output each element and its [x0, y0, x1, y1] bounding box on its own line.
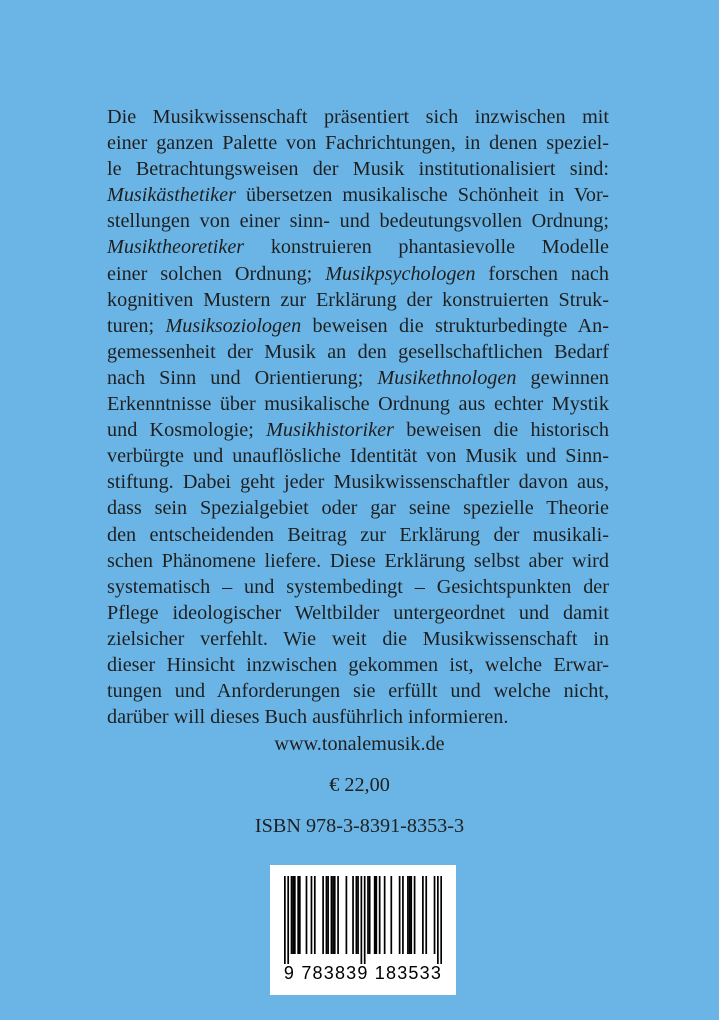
barcode-bar: [369, 876, 371, 954]
blurb-text: verbürgte und unauflösliche Identität von Musik und Sinn-: [107, 445, 609, 468]
blurb-line: [107, 261, 609, 287]
barcode-bar: [292, 876, 294, 954]
blurb-text: und Kosmologie;: [107, 419, 267, 442]
blurb-text: stiftung. Dabei geht jeder Musikwissenschaftler davon aus,: [107, 471, 609, 494]
barcode-bar: [284, 876, 286, 964]
blurb-text: tungen und Anforderungen sie erfüllt und welche nicht,: [107, 680, 609, 703]
isbn-barcode: [270, 865, 456, 995]
blurb-text: Die Musikwissenschaft präsentiert sich inzwischen mit: [107, 106, 609, 128]
barcode-bar: [437, 876, 439, 964]
barcode-bar: [346, 876, 348, 954]
barcode-bar: [409, 876, 411, 954]
blurb-text: kognitiven Mustern zur Erklärung der konstruierten Struk-: [107, 288, 609, 311]
blurb-line: [107, 704, 609, 730]
blurb-text: beweisen die strukturbedingte An-: [301, 314, 610, 337]
blurb-text: le Betrachtungsweisen der Musik institutionalisiert sind:: [107, 158, 609, 181]
barcode-bar: [314, 876, 316, 954]
barcode-bar: [399, 876, 401, 954]
blurb-line: [107, 574, 609, 600]
barcode-bar: [299, 876, 301, 954]
blurb-line: [107, 652, 609, 678]
blurb-italic-term: Musikhistoriker: [266, 419, 394, 442]
barcode-bar: [367, 876, 369, 954]
isbn-label: ISBN 978-3-8391-8353-3: [254, 815, 465, 837]
barcode-bar: [414, 876, 416, 954]
blurb-line: [107, 417, 609, 443]
barcode-bar: [375, 876, 377, 954]
blurb-text: konstruieren phantasievolle Modelle: [244, 236, 609, 259]
website-url: www.tonalemusik.de: [274, 733, 445, 755]
blurb-line: [107, 313, 609, 339]
blurb-text: einer ganzen Palette von Fachrichtungen, in denen speziel-: [107, 132, 609, 155]
blurb-line: [107, 130, 609, 156]
blurb-line: [107, 208, 609, 234]
barcode-bar: [291, 876, 293, 954]
blurb-line: [107, 678, 609, 704]
barcode-bar: [331, 876, 333, 954]
price-label: € 22,00: [329, 774, 390, 796]
blurb-line: [107, 495, 609, 521]
barcode-bar: [322, 876, 324, 954]
blurb-italic-term: Musiktheoretiker: [107, 236, 245, 259]
barcode-bar: [425, 876, 427, 954]
blurb-text: schen Phänomene liefere. Diese Erklärung selbst aber wird: [107, 549, 609, 572]
blurb-text: gewinnen: [516, 366, 609, 389]
blurb-text: nach Sinn und Orientierung;: [107, 366, 378, 389]
blurb-text: stellungen von einer sinn- und bedeutungsvollen Ordnung;: [107, 210, 609, 233]
blurb-text: dieser Hinsicht inzwischen gekommen ist, welche Erwar-: [107, 653, 609, 676]
blurb-line: [107, 626, 609, 652]
blurb-text: einer solchen Ordnung;: [107, 262, 326, 285]
barcode-bar: [337, 876, 339, 954]
barcode-bar: [352, 876, 354, 954]
barcode-bar: [357, 876, 359, 954]
barcode-bar: [364, 876, 366, 964]
barcode-bar: [287, 876, 289, 964]
barcode-bar: [379, 876, 381, 954]
blurb-line: [107, 287, 609, 313]
blurb-text: turen;: [107, 314, 166, 337]
blurb-text: übersetzen musikalische Schönheit in Vor-: [235, 184, 609, 207]
blurb-text: Pflege ideologischer Weltbilder untergeordnet und damit: [107, 601, 609, 624]
blurb-italic-term: Musikethnologen: [377, 366, 517, 389]
barcode-bar: [407, 876, 409, 954]
blurb-line: [107, 600, 609, 626]
blurb-italic-term: Musikpsychologen: [325, 262, 476, 285]
barcode-bar: [356, 876, 358, 954]
blurb-line: [107, 104, 609, 130]
blurb-text: systematisch – und systembedingt – Gesichtspunkten der: [107, 575, 609, 598]
blurb-text: gemessenheit der Musik an den gesellschaftlichen Bedarf: [107, 340, 609, 363]
barcode-bars: [284, 876, 442, 964]
blurb-text: Erkenntnisse über musikalische Ordnung aus echter Mystik: [107, 393, 609, 416]
barcode-bar: [422, 876, 424, 954]
barcode-bar: [402, 876, 404, 954]
barcode-bar: [384, 876, 386, 954]
blurb-line: [107, 522, 609, 548]
barcode-bar: [390, 876, 392, 954]
barcode-bar: [327, 876, 329, 954]
barcode-bar: [334, 876, 336, 954]
blurb-line: [107, 469, 609, 495]
blurb-line: [107, 182, 609, 208]
barcode-bar: [374, 876, 376, 954]
blurb-italic-term: Musiksoziologen: [165, 314, 302, 337]
blurb-line: [107, 391, 609, 417]
blurb-line: [107, 443, 609, 469]
blurb-line: [107, 234, 609, 260]
barcode-bar: [440, 876, 442, 964]
blurb-line: [107, 365, 609, 391]
barcode-bar: [306, 876, 308, 954]
barcode-bar: [311, 876, 313, 954]
blurb-text: dass sein Spezialgebiet oder gar seine spezielle Theorie: [107, 497, 609, 520]
barcode-digits: 9 783839 183533: [283, 963, 443, 983]
barcode-bar: [361, 876, 363, 964]
blurb-line: [107, 156, 609, 182]
blurb-line: [107, 548, 609, 574]
blurb-line: [107, 339, 609, 365]
barcode-bar: [294, 876, 296, 954]
blurb-italic-term: Musikästhetiker: [107, 184, 236, 207]
barcode-bar: [332, 876, 334, 954]
blurb-text: den entscheidenden Beitrag zur Erklärung der musikali-: [107, 523, 609, 546]
barcode-bar: [326, 876, 328, 954]
barcode-bar: [297, 876, 299, 954]
barcode-bar: [434, 876, 436, 954]
blurb-text: zielsicher verfehlt. Wie weit die Musikwissenschaft in: [107, 627, 609, 650]
blurb-text: darüber will dieses Buch ausführlich informieren.: [107, 706, 509, 729]
blurb-text: beweisen die historisch: [393, 419, 609, 442]
blurb-text: forschen nach: [475, 262, 609, 285]
back-cover-blurb: [107, 104, 609, 730]
barcode-bar: [410, 876, 412, 954]
